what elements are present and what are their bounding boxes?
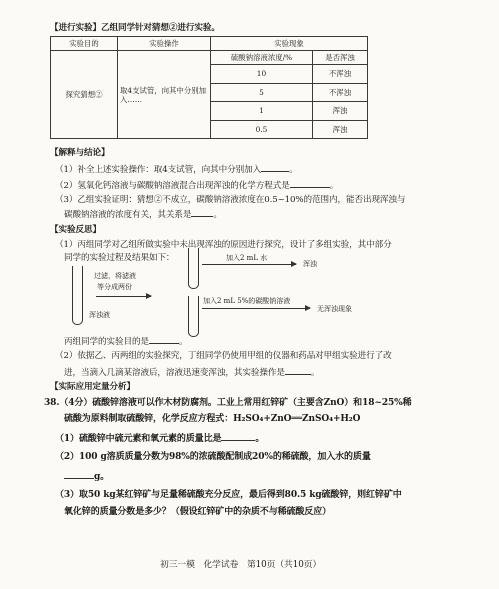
question-38b: 硫酸为原料制取硫酸锌，化学反应方程式：H₂SO₄+ZnO══ZnSO₄+H₂O xyxy=(64,414,361,424)
conc-cell: 10 xyxy=(211,65,313,84)
heading-conclusion: 【解释与结论】 xyxy=(50,148,110,158)
question-38-2b: g。 xyxy=(64,470,109,483)
row-label: 探究猜想② xyxy=(51,51,118,139)
diagram-label-filter: 过滤，将滤液 xyxy=(94,272,136,280)
test-tube-top xyxy=(188,248,199,289)
diagram-add-na2co3: 加入2 mL 5%的碳酸钠溶液 xyxy=(203,297,291,305)
th-purpose: 实验目的 xyxy=(51,37,118,51)
reflection-2b: 进，当滴入几滴某溶液后，溶液迅速变浑浊，其实验操作是 。 xyxy=(64,368,320,378)
conc-cell: 1 xyxy=(211,102,313,121)
th-concentration: 硫酸钠溶液浓度/% xyxy=(211,51,313,65)
result-cell: 不浑浊 xyxy=(313,83,368,102)
test-tube-left xyxy=(72,266,83,325)
result-cell: 浑浊 xyxy=(313,120,368,139)
heading-experiment: 【进行实验】乙组同学针对猜想②进行实验。 xyxy=(50,23,220,33)
arrow-icon xyxy=(202,264,296,265)
arrow-icon xyxy=(96,296,151,297)
diagram-result-top: 浑浊 xyxy=(303,260,317,268)
th-operation: 实验操作 xyxy=(118,37,211,51)
question-3b: 碳酸钠溶液的浓度有关，其关系是 。 xyxy=(64,210,222,220)
result-cell: 不浑浊 xyxy=(313,65,368,84)
conc-cell: 5 xyxy=(211,83,313,102)
th-turbid: 是否浑浊 xyxy=(313,51,368,65)
heading-reflection: 【实验反思】 xyxy=(50,225,101,235)
th-phenomenon: 实验现象 xyxy=(211,37,368,51)
diagram-add-water: 加入2 mL 水 xyxy=(226,254,268,262)
heading-analysis: 【实际应用定量分析】 xyxy=(50,382,135,392)
question-1: （1）补全上述实验操作：取4支试管，向其中分别加入 。 xyxy=(55,165,298,175)
experiment-table xyxy=(50,36,368,139)
diagram-label-turbid: 浑浊液 xyxy=(89,311,110,319)
question-38a: 38.（4分）硫酸锌溶液可以作木材防腐剂。工业上常用红锌矿（主要含ZnO）和18~25%稀 xyxy=(44,398,412,408)
question-38-3a: （3）取50 kg某红锌矿与足量稀硫酸充分反应，最后得到80.5 kg硫酸锌，则红锌矿中 xyxy=(55,490,402,500)
arrow-icon xyxy=(202,308,310,309)
question-38-3b: 氧化锌的质量分数是多少？（假设红锌矿中的杂质不与稀硫酸反应） xyxy=(64,507,332,517)
question-38-2a: （2）100 g溶质质量分数为98%的浓硫酸配制成20%的稀硫酸，加入水的质量 xyxy=(55,452,371,462)
question-3a: （3）乙组实验证明：猜想②不成立，碳酸钠溶液浓度在0.5~10%的范围内，能否出现浑浊与 xyxy=(55,195,406,205)
reflection-2a: （2）依据乙、丙两组的实验探究，丁组同学仍使用甲组的仪器和药品对甲组实验进行了改 xyxy=(55,351,392,361)
diagram-result-bottom: 无浑浊现象 xyxy=(317,305,352,313)
result-cell: 浑浊 xyxy=(313,102,368,121)
operation-cell: 取4支试管，向其中分别加入…… xyxy=(118,51,211,139)
test-tube-bottom xyxy=(188,296,199,337)
question-38-1: （1）硫酸锌中硫元素和氧元素的质量比是 。 xyxy=(55,434,265,444)
question-2: （2）氢氧化钙溶液与碳酸钠溶液混合出现浑浊的化学方程式是 。 xyxy=(55,181,339,191)
reflection-1c: 丙组同学的实验目的是 。 xyxy=(64,337,188,347)
diagram-label-split: 等分成两份 xyxy=(97,283,132,291)
page-footer: 初三一模 化学试卷 第10页（共10页） xyxy=(160,560,322,570)
reflection-1a: （1）丙组同学对乙组所做实验中未出现浑浊的原因进行探究，设计了多组实验，其中部分 xyxy=(55,240,392,250)
conc-cell: 0.5 xyxy=(211,120,313,139)
reflection-1b: 同学的实验过程及结果如下： xyxy=(64,253,175,263)
